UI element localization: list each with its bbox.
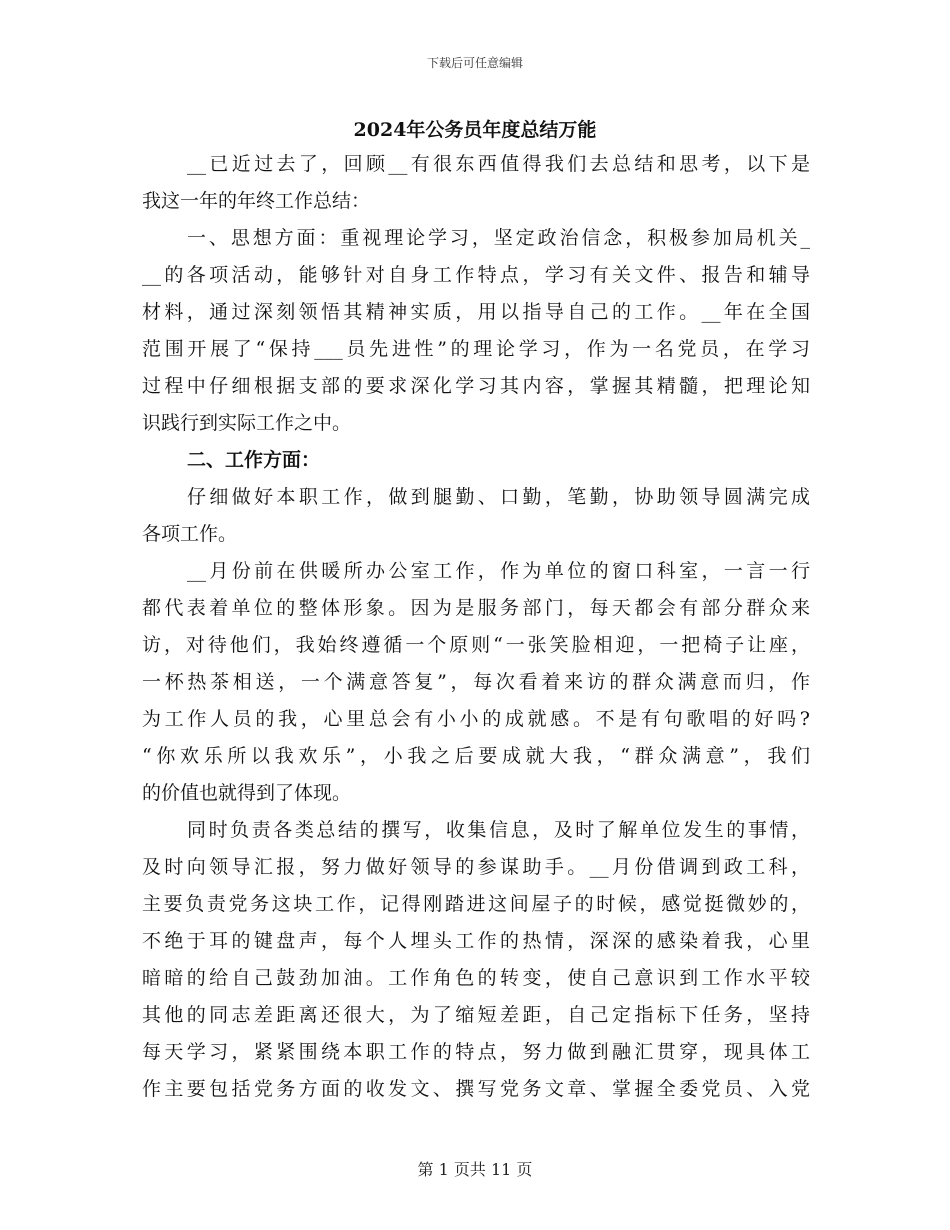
body-line: 主要负责党务这块工作，记得刚踏进这间屋子的时候，感觉挺微妙的， xyxy=(142,893,810,915)
body-line: 暗暗的给自己鼓劲加油。工作角色的转变，使自己意识到工作水平较 xyxy=(142,967,810,989)
body-line: 为工作人员的我，心里总会有小小的成就感。不是有句歌唱的好吗? xyxy=(142,708,810,730)
body-line: 都代表着单位的整体形象。因为是服务部门，每天都会有部分群众来 xyxy=(142,597,810,619)
document-title: 2024年公务员年度总结万能 xyxy=(353,119,597,141)
document-body xyxy=(142,146,810,1108)
body-line: 我这一年的年终工作总结： xyxy=(142,190,371,212)
body-line: 一杯热茶相送，一个满意答复”，每次看着来访的群众满意而归，作 xyxy=(142,671,810,693)
body-line: __已近过去了，回顾__有很东西值得我们去总结和思考，以下是 xyxy=(187,153,810,175)
body-line: 各项工作。 xyxy=(142,523,238,545)
body-line: __的各项活动，能够针对自身工作特点，学习有关文件、报告和辅导 xyxy=(142,264,810,286)
body-line: 其他的同志差距离还很大，为了缩短差距，自己定指标下任务，坚持 xyxy=(142,1004,810,1026)
body-line: 范围开展了“保持___员先进性”的理论学习，作为一名党员，在学习 xyxy=(142,338,810,360)
body-line: “你欢乐所以我欢乐”，小我之后要成就大我，“群众满意”，我们 xyxy=(142,745,810,767)
body-line: 每天学习，紧紧围绕本职工作的特点，努力做到融汇贯穿，现具体工 xyxy=(142,1041,810,1063)
section-heading: 二、工作方面： xyxy=(187,449,321,471)
page-number: 第 1 页共 11 页 xyxy=(417,1160,533,1179)
body-line: 访，对待他们，我始终遵循一个原则“一张笑脸相迎，一把椅子让座， xyxy=(142,634,810,656)
body-line: 同时负责各类总结的撰写，收集信息，及时了解单位发生的事情， xyxy=(187,819,810,841)
body-line: 过程中仔细根据支部的要求深化学习其内容，掌握其精髓，把理论知 xyxy=(142,375,810,397)
body-line: 作主要包括党务方面的收发文、撰写党务文章、掌握全委党员、入党 xyxy=(142,1078,810,1100)
body-line: 材料，通过深刻领悟其精神实质，用以指导自己的工作。__年在全国 xyxy=(142,301,810,323)
body-line: 不绝于耳的键盘声，每个人埋头工作的热情，深深的感染着我，心里 xyxy=(142,930,810,952)
body-line: 及时向领导汇报，努力做好领导的参谋助手。__月份借调到政工科， xyxy=(142,856,810,878)
body-line: __月份前在供暖所办公室工作，作为单位的窗口科室，一言一行 xyxy=(187,560,810,582)
body-line: 一、思想方面：重视理论学习，坚定政治信念，积极参加局机关_ xyxy=(187,227,810,249)
body-line: 识践行到实际工作之中。 xyxy=(142,412,352,434)
header-note: 下载后可任意编辑 xyxy=(426,56,523,70)
body-line: 仔细做好本职工作，做到腿勤、口勤，笔勤，协助领导圆满完成 xyxy=(187,486,810,508)
body-line: 的价值也就得到了体现。 xyxy=(142,782,352,804)
